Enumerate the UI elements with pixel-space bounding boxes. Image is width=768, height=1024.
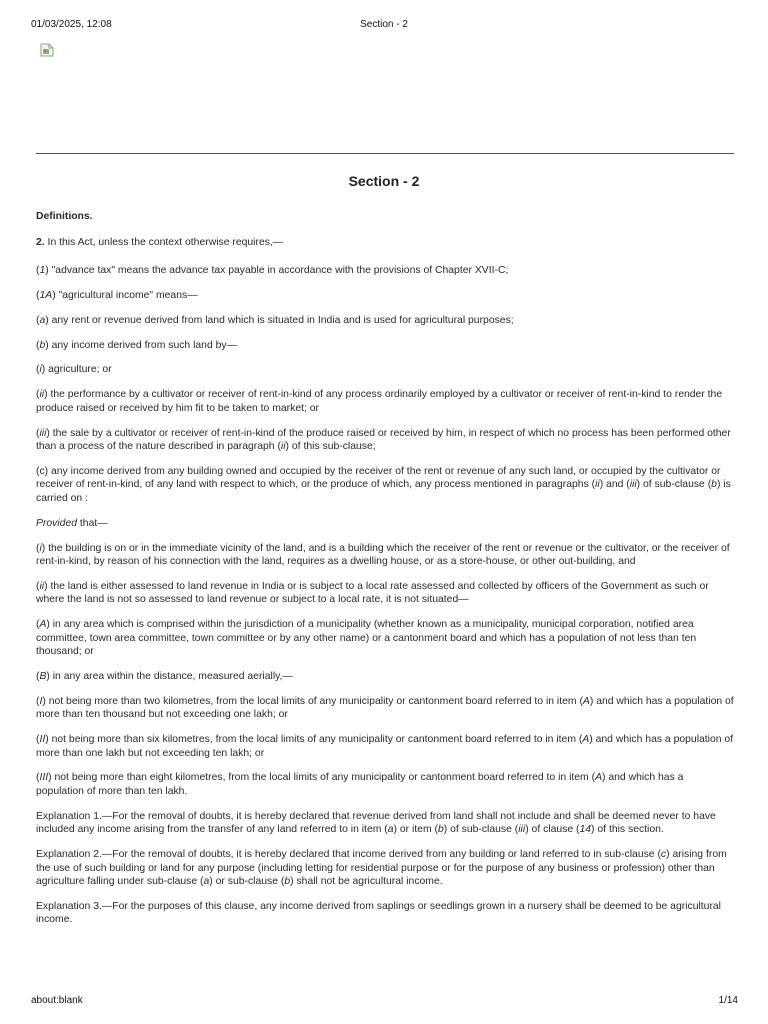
item-b-i: (I) not being more than two kilometres, from the local limits of any municipality or cantonment board referred to in item (A) and which has a population of more than ten thousand but not exceeding one lakh; or: [36, 695, 734, 721]
item-a: (A) in any area which is comprised within the jurisdiction of a municipality (whether known as a municipality, municipal corporation, notified area committee, town area committee, town committee or by any other name) or a cantonment board and which has a population of not less than ten thousand; or: [36, 619, 697, 658]
explanation-2: Explanation 2.—For the removal of doubts, it is hereby declared that income derived from any building or land referred to in sub-clause (c) arising from the use of such building or land for any purpose (including letting for residential purpose or for the purpose of any business or profession) other than agriculture falling under sub-clause (a) or sub-clause (b) shall not be agricultural income.: [36, 849, 727, 887]
paragraph-i: (i) agriculture; or: [36, 364, 112, 376]
paragraph-iii: (iii) the sale by a cultivator or receiver of rent-in-kind of the produce raised or received by him, in respect of which no process has been performed other than a process of the nature described in paragraph (ii) of this sub-clause;: [36, 427, 731, 453]
clause-1a: (1A) "agricultural income" means—: [36, 289, 198, 301]
item-b-iii: (III) not being more than eight kilometres, from the local limits of any municipality or cantonment board referred to in item (A) and which has a population of more than ten lakh.: [36, 772, 684, 797]
proviso-ii: (ii) the land is either assessed to land revenue in India or is subject to a local rate assessed and collected by officers of the Government as such or where the land is not so assessed to land revenue or subject to a local rate, it is not situated—: [36, 580, 709, 606]
explanation-1: Explanation 1.—For the removal of doubts, it is hereby declared that revenue derived from land shall not include and shall be deemed never to have included any income arising from the transfer of any land referred to in item (a) or item (b) of sub-clause (iii) of clause (14) of this section.: [36, 810, 716, 836]
print-datetime: 01/03/2025, 12:08: [31, 19, 112, 30]
footer-url: about:blank: [31, 995, 83, 1006]
subclause-c: (c) any income derived from any building owned and occupied by the receiver of the rent or revenue of any such land, or occupied by the cultivator or receiver of rent-in-kind, of any land with respect to which, or the produce of which, any process mentioned in paragraphs (ii) and (iii) of sub-clause (b) is carried on :: [36, 465, 731, 504]
section-intro: 2. In this Act, unless the context otherwise requires,—: [36, 237, 284, 249]
header-divider: [36, 153, 734, 154]
page-number: 1/14: [718, 995, 738, 1006]
subclause-b: (b) any income derived from such land by—: [36, 339, 237, 351]
section-title: Section - 2: [348, 173, 420, 189]
definitions-heading: Definitions.: [36, 211, 93, 222]
explanation-3: Explanation 3.—For the purposes of this clause, any income derived from saplings or seedlings grown in a nursery shall be deemed to be agricultural income.: [36, 900, 721, 926]
proviso-i: (i) the building is on or in the immediate vicinity of the land, and is a building which the receiver of the rent or revenue or the cultivator, or the receiver of rent-in-kind, by reason of his connection with the land, requires as a dwelling house, or as a store-house, or other out-building, and: [36, 542, 730, 567]
clause-1: (1) "advance tax" means the advance tax payable in accordance with the provisions of Chapter XVII-C;: [36, 264, 509, 276]
print-page-title: Section - 2: [360, 19, 408, 30]
proviso: Provided that—: [36, 517, 108, 529]
subclause-a: (a) any rent or revenue derived from land which is situated in India and is used for agricultural purposes;: [36, 314, 514, 326]
paragraph-ii: (ii) the performance by a cultivator or receiver of rent-in-kind of any process ordinarily employed by a cultivator or receiver of rent-in-kind to render the produce raised or received by him fit to be taken to market; or: [36, 389, 723, 414]
broken-image-icon: [40, 43, 54, 57]
item-b-ii: (II) not being more than six kilometres, from the local limits of any municipality or cantonment board referred to in item (A) and which has a population of more than one lakh but not exceeding ten lakh; or: [36, 734, 734, 759]
document-body: [36, 210, 734, 938]
item-b: (B) in any area within the distance, measured aerially,—: [36, 670, 293, 682]
